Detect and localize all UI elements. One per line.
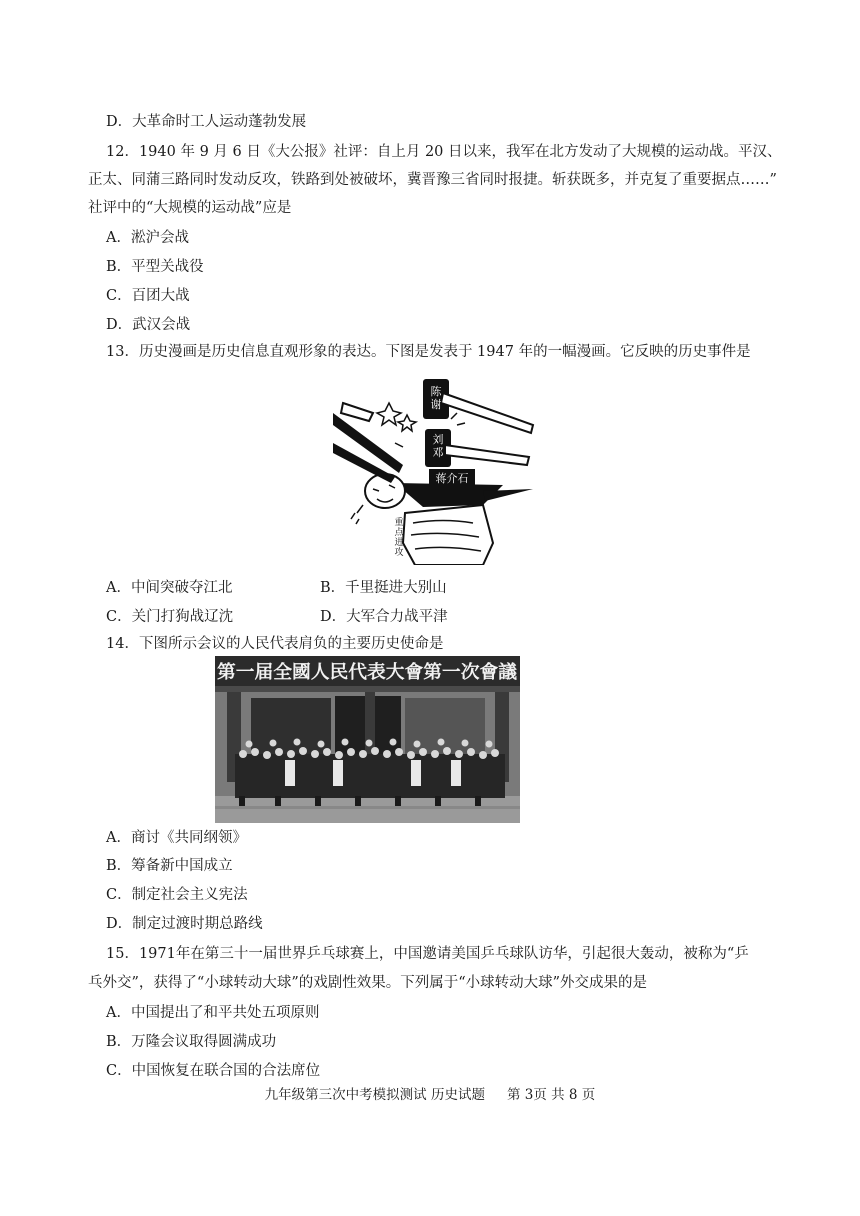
q12-option-a: A．淞沪会战 bbox=[106, 230, 189, 246]
q11-option-d: D．大革命时工人运动蓬勃发展 bbox=[106, 114, 307, 130]
cartoon-label-chen-1: 陈 bbox=[430, 386, 442, 398]
cartoon-label-jiang: 蒋介石 bbox=[435, 473, 469, 485]
q13-option-d: D．大军合力战平津 bbox=[320, 609, 448, 625]
q12-option-d: D．武汉会战 bbox=[106, 317, 191, 333]
q14-option-d: D．制定过渡时期总路线 bbox=[106, 916, 263, 932]
footer-page-number: 第 3页 共 8 页 bbox=[506, 1087, 596, 1103]
q13-option-c: C．关门打狗战辽沈 bbox=[106, 609, 234, 625]
q15-option-b: B．万隆会议取得圆满成功 bbox=[106, 1034, 277, 1050]
footer-title: 九年级第三次中考模拟测试 历史试题 bbox=[264, 1087, 485, 1103]
q15-stem-line1: 15．1971年在第三十一届世界乒乓球赛上，中国邀请美国乒乓球队访华，引起很大轰动，被称为“乒 bbox=[106, 946, 749, 962]
q14-option-b: B．筹备新中国成立 bbox=[106, 858, 233, 874]
q15-stem-line2: 乓外交”，获得了“小球转动大球”的戏剧性效果。下列属于“小球转动大球”外交成果的是 bbox=[88, 975, 648, 991]
q12-stem-line1: 12．1940 年 9 月 6 日《大公报》社评：自上月 20 日以来，我军在北方发动了大规模的运动战。平汉、 bbox=[106, 144, 782, 160]
q12-stem-line2: 正太、同蒲三路同时发动反攻，铁路到处被破坏，冀晋豫三省同时报捷。斩获既多，并克复了重要据点……” bbox=[88, 172, 777, 188]
q15-option-c: C．中国恢复在联合国的合法席位 bbox=[106, 1063, 321, 1079]
q12-option-b: B．平型关战役 bbox=[106, 259, 204, 275]
q13-stem: 13．历史漫画是历史信息直观形象的表达。下图是发表于 1947 年的一幅漫画。它反映的历史事件是 bbox=[106, 344, 751, 360]
q15-option-a: A．中国提出了和平共处五项原则 bbox=[106, 1005, 320, 1021]
cartoon-label-block: 重点进攻 bbox=[394, 517, 404, 557]
congress-photo bbox=[215, 656, 520, 823]
q14-stem: 14．下图所示会议的人民代表肩负的主要历史使命是 bbox=[106, 636, 444, 652]
q12-stem-line3: 社评中的“大规模的运动战”应是 bbox=[88, 200, 292, 216]
q12-option-c: C．百团大战 bbox=[106, 288, 190, 304]
page-footer bbox=[0, 1086, 860, 1104]
q14-option-c: C．制定社会主义宪法 bbox=[106, 887, 248, 903]
q13-option-a: A．中间突破夺江北 bbox=[106, 580, 233, 596]
cartoon-figure bbox=[333, 373, 541, 565]
q14-option-a: A．商讨《共同纲领》 bbox=[106, 830, 247, 846]
cartoon-label-chen: 陈谢 bbox=[430, 386, 442, 411]
photo-banner-text: 第一届全國人民代表大會第一次會議 bbox=[217, 662, 505, 682]
cartoon-label-liu: 刘邓 bbox=[432, 434, 444, 459]
q13-option-b: B．千里挺进大别山 bbox=[320, 580, 447, 596]
